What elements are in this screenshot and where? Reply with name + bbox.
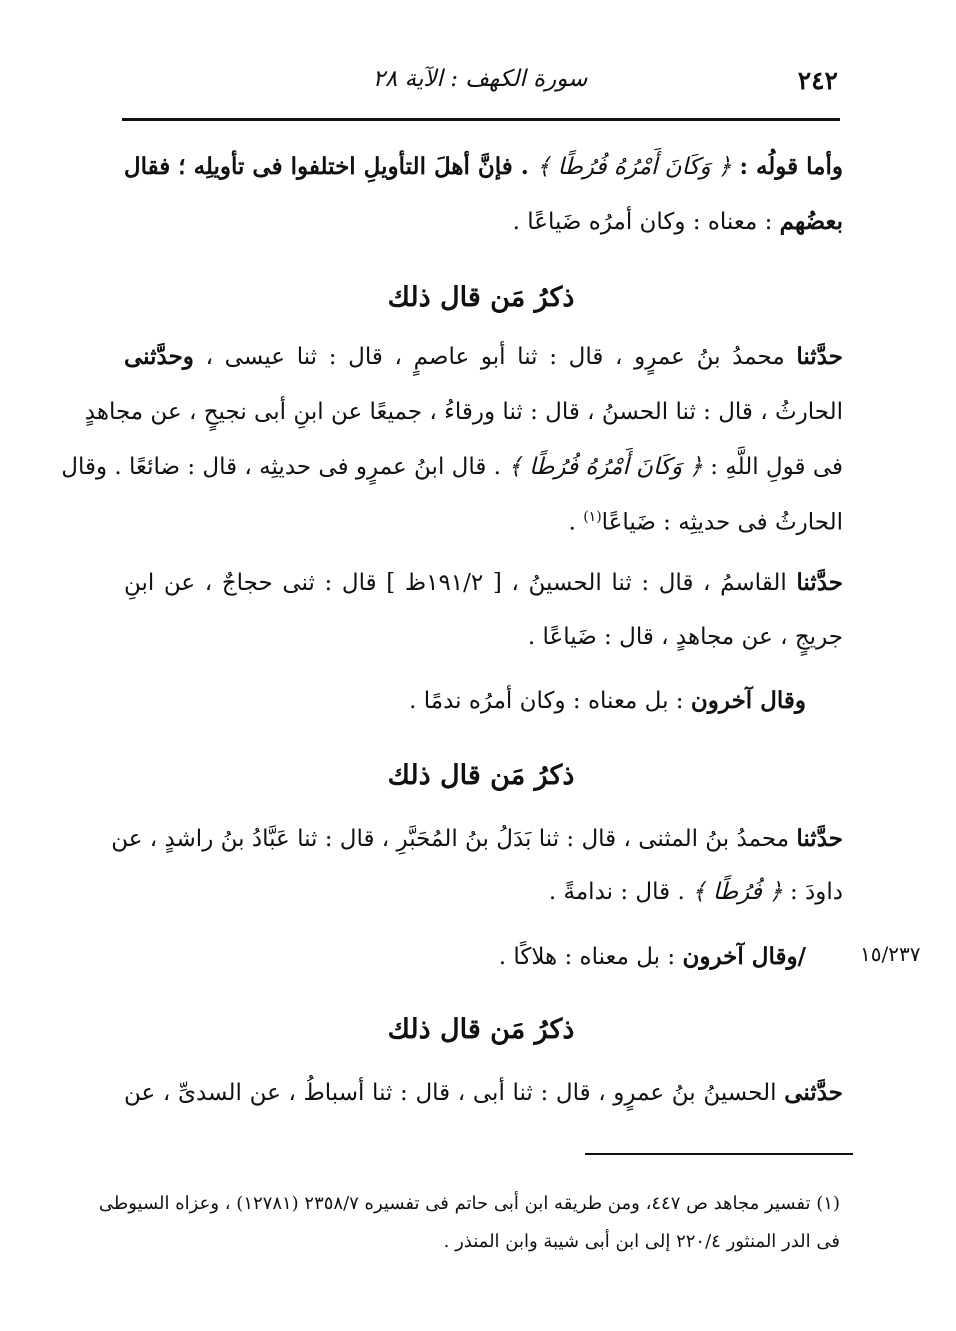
text-run: القاسمُ ، قال : ثنا الحسينُ ، [ ١٩١/٢ظ ] قال : ثنى حجاجٌ ، عن ابنِ <box>124 570 797 596</box>
text-run: : معناه : وكان أمرُه ضَياعًا . <box>512 209 780 235</box>
paragraph-7-line-1 <box>124 1076 843 1110</box>
paragraph-3-line-2: جريجٍ ، عن مجاهدٍ ، قال : ضَياعًا . <box>527 624 843 650</box>
paragraph-5-line-2 <box>549 875 843 909</box>
page-number: ٢٤٢ <box>797 66 838 95</box>
section-heading-2: ذكرُ مَن قال ذلك <box>387 760 575 791</box>
paragraph-5-line-1 <box>111 822 843 856</box>
section-heading-1: ذكرُ مَن قال ذلك <box>387 282 575 313</box>
paragraph-6 <box>499 940 806 974</box>
text-run: : بل معناه : وكان أمرُه ندمًا . <box>409 688 691 714</box>
running-title: سورة الكهف : الآية ٢٨ <box>372 66 588 92</box>
text-run: الحسينُ بنُ عمرٍو ، قال : ثنا أبى ، قال : ثنا أسباطُ ، عن السدىِّ ، عن <box>124 1080 785 1106</box>
text-run: وحدَّثنى <box>124 343 194 370</box>
text-run: داودَ : <box>782 879 843 905</box>
footnote-line-2: فى الدر المنثور ٢٢٠/٤ إلى ابن أبى شيبة وابن المنذر . <box>443 1231 840 1252</box>
text-run: . قال : ندامةً . <box>548 879 693 905</box>
section-heading-3: ذكرُ مَن قال ذلك <box>387 1014 575 1045</box>
header-rule <box>122 118 840 121</box>
text-run: . <box>568 509 584 536</box>
paragraph-2-line-2: الحارثُ ، قال : ثنا الحسنُ ، قال : ثنا ورقاءُ ، جميعًا عن ابنِ أبى نجيحٍ ، عن مجاهدٍ <box>84 399 843 425</box>
margin-reference: ١٥/٢٣٧ <box>860 942 921 966</box>
text-run: حدَّثنا <box>796 825 843 852</box>
footnote-line-1: (١) تفسير مجاهد ص ٤٤٧، ومن طريقه ابن أبى حاتم فى تفسيره ٢٣٥٨/٧ (١٢٧٨١) ، وعزاه السيوطى <box>98 1193 840 1214</box>
text-run: محمدُ بنُ المثنى ، قال : ثنا بَدَلُ بنُ المُحَبَّرِ ، قال : ثنا عَبَّادُ بنُ راشدٍ ، عن <box>111 826 797 852</box>
paragraph-1-line-2 <box>513 205 843 239</box>
paragraph-2-line-1 <box>124 340 843 374</box>
text-run: فى قولِ اللَّهِ : <box>702 454 843 480</box>
text-run: . فإنَّ أهلَ التأويلِ اختلفوا فى تأويلِه ؛ فقال <box>123 153 537 180</box>
text-run: حدَّثنى <box>784 1079 843 1106</box>
text-run: . قال ابنُ عمرٍو فى حديثِه ، قال : ضائعًا . وقال <box>61 454 509 480</box>
text-run: بعضُهم <box>779 208 843 235</box>
paragraph-1-line-1 <box>124 150 843 184</box>
text-run: حدَّثنا <box>796 343 843 370</box>
text-run: الحارثُ فى حديثِه : ضَياعًا <box>601 509 843 536</box>
footnote-marker: (١) <box>583 509 602 525</box>
quran-verse: ﴿ وَكَانَ أَمْرُهُ فُرُطًا ﴾ <box>536 154 732 180</box>
quran-verse: ﴿ فُرُطًا ﴾ <box>692 879 783 905</box>
paragraph-4 <box>409 684 806 718</box>
paragraph-2-line-4 <box>569 500 843 540</box>
page-header <box>122 62 838 102</box>
text-run: حدَّثنا <box>796 569 843 596</box>
text-run: : بل معناه : هلاكًا . <box>498 944 683 970</box>
footnote-rule <box>585 1153 853 1155</box>
text-run: وأما قولُه : <box>731 153 843 180</box>
quran-verse: ﴿ وَكَانَ أَمْرُهُ فُرُطًا ﴾ <box>508 454 703 480</box>
paragraph-3-line-1 <box>124 566 843 600</box>
text-run: محمدُ بنُ عمرٍو ، قال : ثنا أبو عاصمٍ ، قال : ثنا عيسى ، <box>193 344 797 370</box>
text-run: وقال آخرون <box>690 687 806 714</box>
text-run: /وقال آخرون <box>682 943 806 970</box>
paragraph-2-line-3 <box>61 450 843 484</box>
